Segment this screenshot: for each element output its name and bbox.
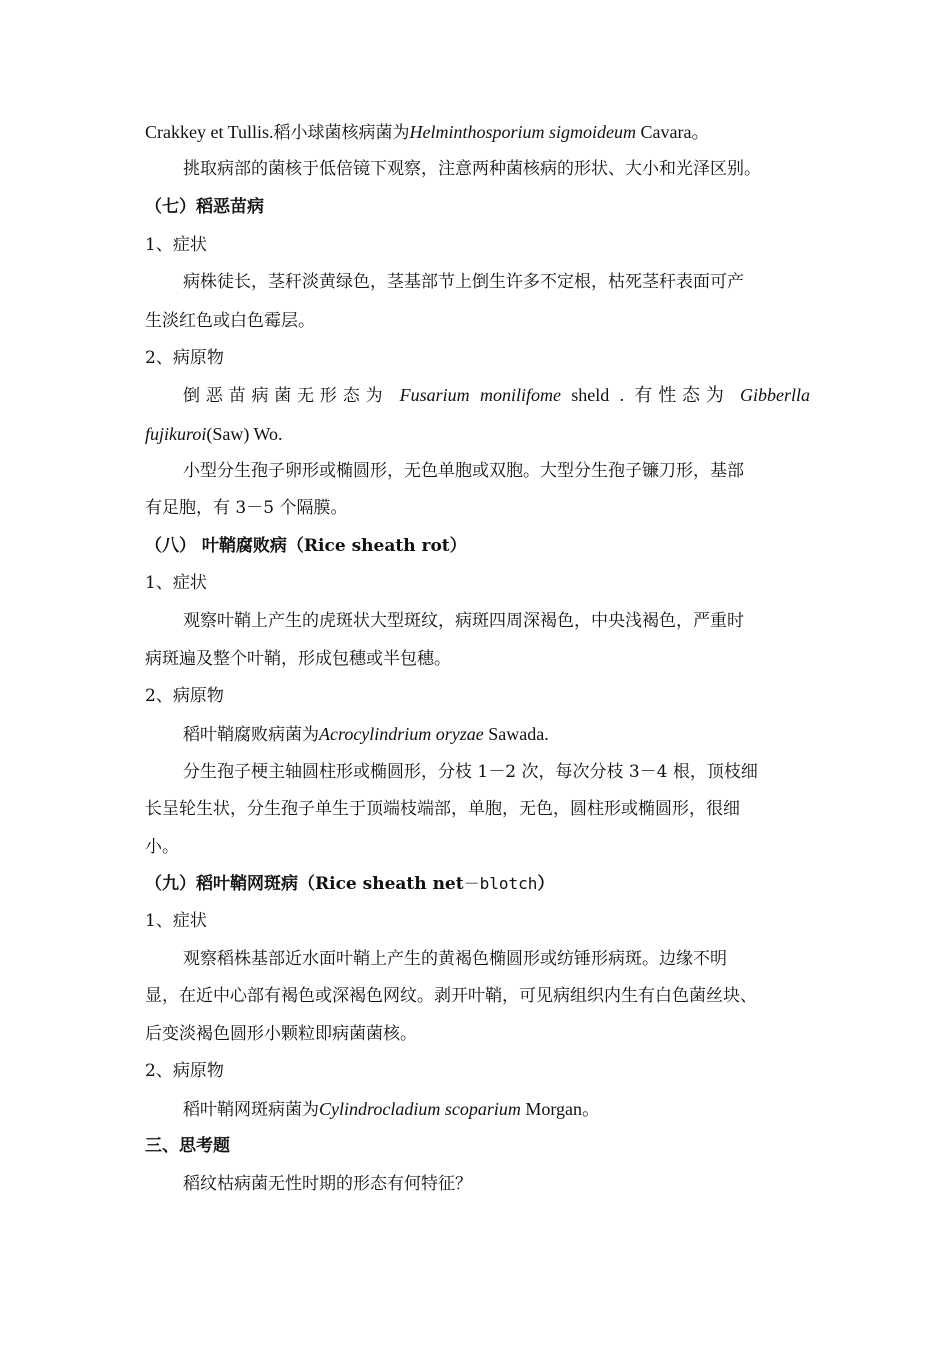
pathogen-text-7-line1: 倒恶苗病菌无形态为 Fusarium monilifome sheld . 有性态为 Gibberlla bbox=[183, 385, 811, 406]
subheading-pathogen-8: 2、病原物 bbox=[145, 686, 224, 706]
subheading-symptoms-7: 1、症状 bbox=[145, 235, 207, 255]
symptom-text-7-line1: 病株徒长，茎秆淡黄绿色，茎基部节上倒生许多不定根，枯死茎秆表面可产 bbox=[183, 272, 744, 292]
pathogen-text-7-line2: fujikuroi(Saw) Wo. bbox=[145, 424, 283, 444]
symptom-text-9-line2: 显，在近中心部有褐色或深褐色网纹。剥开叶鞘，可见病组织内生有白色菌丝块、 bbox=[145, 986, 757, 1006]
description-7-line1: 小型分生孢子卵形或椭圆形，无色单胞或双胞。大型分生孢子镰刀形，基部 bbox=[183, 461, 744, 481]
section-heading-8: （八） 叶鞘腐败病（Rice sheath rot） bbox=[145, 536, 467, 556]
symptom-text-8-line1: 观察叶鞘上产生的虎斑状大型斑纹，病斑四周深褐色，中央浅褐色，严重时 bbox=[183, 611, 744, 631]
description-8-line2: 长呈轮生状，分生孢子单生于顶端枝端部，单胞，无色，圆柱形或椭圆形，很细 bbox=[145, 799, 740, 819]
symptom-text-9-line3: 后变淡褐色圆形小颗粒即病菌菌核。 bbox=[145, 1024, 417, 1044]
section-heading-7: （七）稻恶苗病 bbox=[145, 197, 264, 217]
section-heading-questions: 三、思考题 bbox=[145, 1136, 230, 1156]
question-text: 稻纹枯病菌无性时期的形态有何特征？ bbox=[183, 1174, 472, 1194]
description-7-line2: 有足胞，有 3－5 个隔膜。 bbox=[145, 498, 348, 518]
section-heading-9: （九）稻叶鞘网斑病（Rice sheath net－blotch） bbox=[145, 874, 555, 894]
description-8-line1: 分生孢子梗主轴圆柱形或椭圆形，分枝 1－2 次，每次分枝 3－4 根，顶枝细 bbox=[183, 762, 758, 782]
pathogen-text-8: 稻叶鞘腐败病菌为Acrocylindrium oryzae Sawada. bbox=[183, 724, 549, 745]
subheading-pathogen-9: 2、病原物 bbox=[145, 1061, 224, 1081]
paragraph-pathogen-continuation: Crakkey et Tullis.稻小球菌核病菌为Helminthosporium sigmoideum Cavara。 bbox=[145, 122, 710, 143]
subheading-symptoms-8: 1、症状 bbox=[145, 573, 207, 593]
paragraph-observation-instruction: 挑取病部的菌核于低倍镜下观察，注意两种菌核病的形状、大小和光泽区别。 bbox=[183, 159, 761, 179]
symptom-text-9-line1: 观察稻株基部近水面叶鞘上产生的黄褐色椭圆形或纺锤形病斑。边缘不明 bbox=[183, 949, 727, 969]
subheading-pathogen-7: 2、病原物 bbox=[145, 348, 224, 368]
symptom-text-8-line2: 病斑遍及整个叶鞘，形成包穗或半包穗。 bbox=[145, 649, 451, 669]
pathogen-text-9: 稻叶鞘网斑病菌为Cylindrocladium scoparium Morgan。 bbox=[183, 1099, 600, 1120]
subheading-symptoms-9: 1、症状 bbox=[145, 911, 207, 931]
description-8-line3: 小。 bbox=[145, 837, 179, 857]
symptom-text-7-line2: 生淡红色或白色霉层。 bbox=[145, 311, 315, 331]
